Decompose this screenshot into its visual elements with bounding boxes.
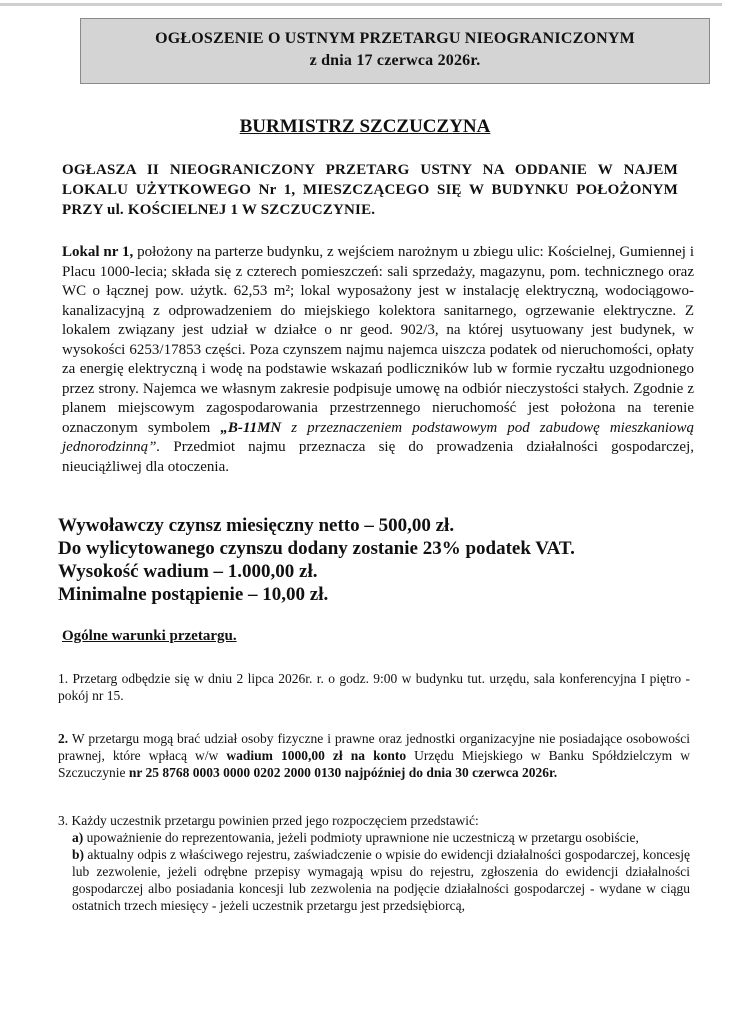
condition-item-2 xyxy=(58,730,690,781)
zoning-purpose: z przeznaczeniem podstawowym pod zabudowę mieszkaniową jednorodzinną”. xyxy=(62,419,694,455)
item-2-number: 2. xyxy=(58,731,69,746)
header-line-1: OGŁOSZENIE O USTNYM PRZETARGU NIEOGRANICZONYM xyxy=(155,30,635,47)
item-3-text: Każdy uczestnik przetargu powinien przed jego rozpoczęciem przedstawić: xyxy=(68,813,479,828)
condition-item-1 xyxy=(58,670,690,704)
premises-lead: Lokal nr 1, xyxy=(62,244,134,260)
scan-edge-line xyxy=(0,3,722,6)
vat-note: Do wylicytowanego czynszu dodany zostanie 23% podatek VAT. xyxy=(58,538,575,559)
description-text-1: położony na parterze budynku, z wejściem narożnym u zbiegu ulic: Kościelnej, Gumiennej i Placu 1000-lecia; składa się z czterech pomieszczeń: sali sprzedaży, magazynu, pom. technicznego oraz WC o łącznej pow. użytk. 62,53 m²; lokal wyposażony jest w instalację elektryczną, wodociągowo-kanalizacyjną z odprowadzeniem do miejskiego kolektora sanitarnego, ogrzewanie elektryczne. Z lokalem związany jest udział w działce o nr geod. 902/3, na której usytuowany jest budynek, w wysokości 6253/17853 części. Poza czynszem najmu najemca uiszcza podatek od nieruchomości, opłaty za energię elektryczną i wodę na podstawie wskazań podliczników lub w formie ryczałtu uzgodnionego przez strony. Najemca we własnym zakresie podpisuje umowę na odbiór nieczystości stałych. Zgodnie z planem miejscowym zagospodarowania przestrzennego nieruchomość jest położona na terenie oznaczonym symbolem xyxy=(62,244,694,436)
item-2-account-number: nr 25 8768 0003 0000 0202 2000 0130 najpóźniej do dnia 30 czerwca 2026r. xyxy=(128,765,558,780)
item-3-point-a xyxy=(58,829,690,846)
item-3-point-b xyxy=(58,846,690,914)
premises-description xyxy=(62,243,694,477)
announcement-text: OGŁASZA II NIEOGRANICZONY PRZETARG USTNY NA ODDANIE W NAJEM LOKALU UŻYTKOWEGO Nr 1, MIESZCZĄCEGO SIĘ W BUDYNKU POŁOŻONYM PRZY ul. KOŚCIELNEJ 1 W SZCZUCZYNIE. xyxy=(62,162,678,218)
item-3-number: 3. xyxy=(58,813,69,828)
item-2-deposit-account: wadium 1000,00 zł na konto xyxy=(226,748,407,763)
page-title: BURMISTRZ SZCZUCZYNA xyxy=(239,116,491,137)
point-a-text: upoważnienie do reprezentowania, jeżeli podmioty uprawnione nie uczestniczą w przetargu osobiście, xyxy=(83,830,639,845)
announcement-header-box xyxy=(80,18,710,84)
price-block xyxy=(58,514,698,606)
description-text-2: Przedmiot najmu przeznacza się do prowadzenia działalności gospodarczej, nieuciążliwej dla otoczenia. xyxy=(62,439,694,475)
condition-item-3 xyxy=(58,812,690,914)
point-b-label: b) xyxy=(72,847,85,862)
minimum-increment: Minimalne postąpienie – 10,00 zł. xyxy=(58,584,329,605)
item-2-text-2: Urzędu Miejskiego w Banku Spółdzielczym w Szczuczynie xyxy=(58,748,690,780)
zoning-symbol: „B-11MN xyxy=(220,419,282,436)
item-2-text-1: W przetargu mogą brać udział osoby fizyczne i prawne oraz jednostki organizacyjne nie posiadające osobowości prawnej, które wpłacą w/w xyxy=(58,731,690,763)
conditions-heading: Ogólne warunki przetargu. xyxy=(62,628,237,644)
point-a-label: a) xyxy=(72,830,84,845)
point-b-text: aktualny odpis z właściwego rejestru, zaświadczenie o wpisie do ewidencji działalności gospodarczej, koncesję lub zezwolenie, jeżeli odrębne przepisy wymagają wpisu do rejestru, zgłoszenia do ewidencji działalności gospodarczej albo posiadania koncesji lub zezwolenia na podjęcie działalności gospodarczej - wydane w ciągu ostatnich trzech miesięcy - jeżeli uczestnik przetargu jest przedsiębiorcą, xyxy=(72,847,690,913)
item-1-text: Przetarg odbędzie się w dniu 2 lipca 2026r. r. o godz. 9:00 w budynku tut. urzędu, sala konferencyjna I piętro - pokój nr 15. xyxy=(58,671,690,703)
starting-rent: Wywoławczy czynsz miesięczny netto – 500,00 zł. xyxy=(58,515,455,536)
item-1-number: 1. xyxy=(58,671,69,686)
header-line-2: z dnia 17 czerwca 2026r. xyxy=(309,52,481,69)
deposit-amount: Wysokość wadium – 1.000,00 zł. xyxy=(58,561,318,582)
